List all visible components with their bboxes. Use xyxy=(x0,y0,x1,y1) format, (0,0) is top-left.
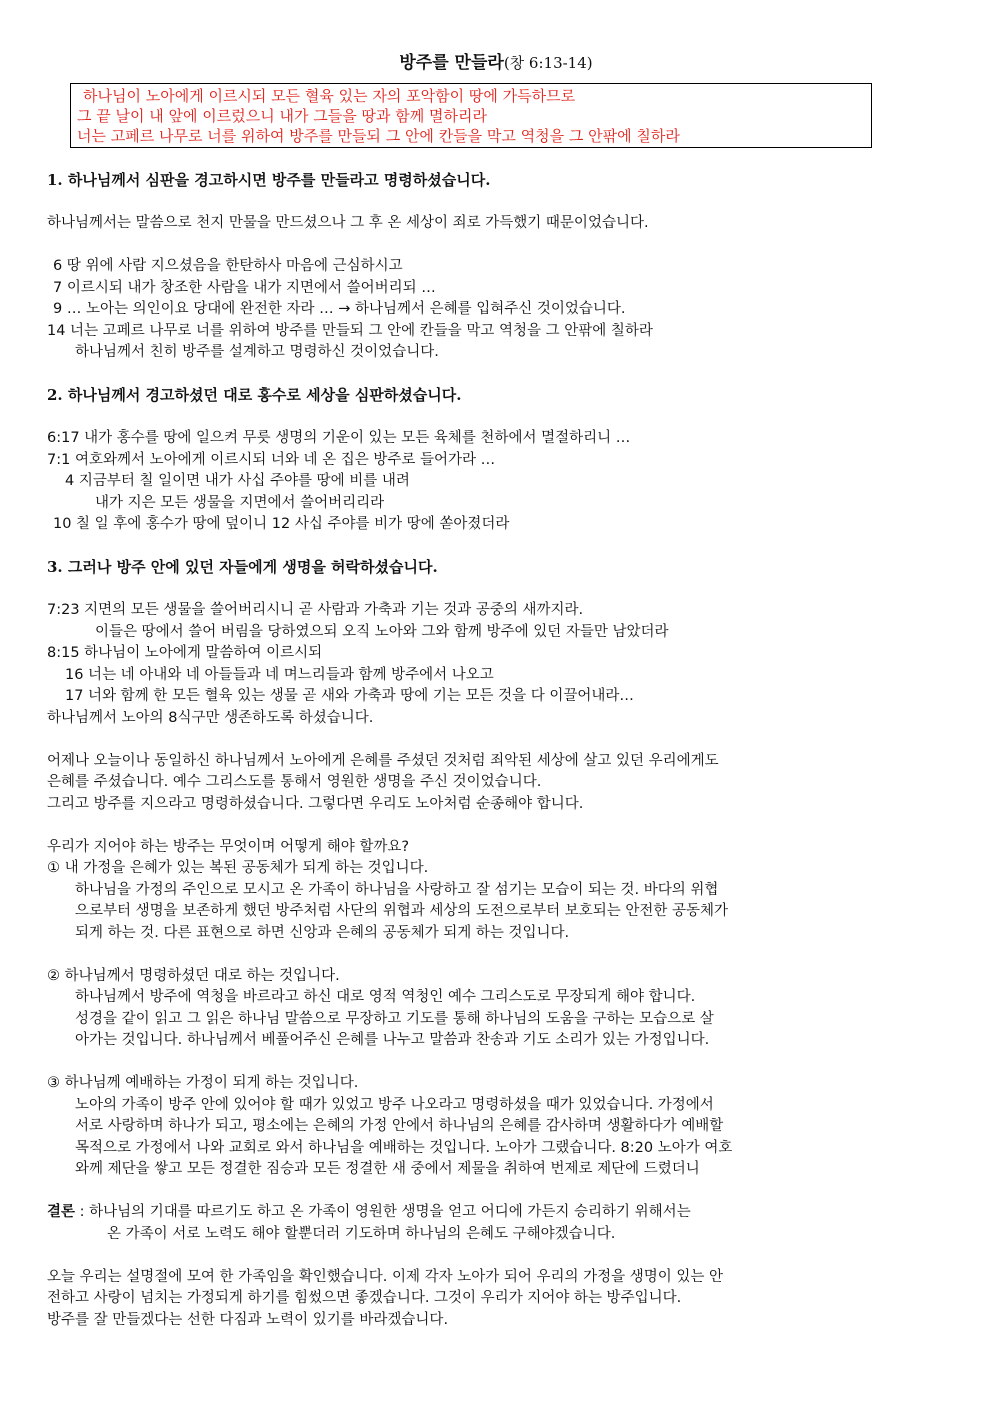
scripture-line: 14 너는 고페르 나무로 너를 위하여 방주를 만들되 그 안에 칸들을 막고 역청을 그 안팎에 칠하라 xyxy=(47,322,653,339)
point-3-text: 노아의 가족이 방주 안에 있어야 할 때가 있었고 방주 나오라고 명령하셨을 때가 있었습니다. 가정에서 xyxy=(75,1096,714,1113)
scripture-line: 16 너는 네 아내와 네 아들들과 네 며느리들과 함께 방주에서 나오고 xyxy=(65,666,494,683)
point-2-text: 아가는 것입니다. 하나님께서 베풀어주신 은혜를 나누고 말씀과 찬송과 기도 소리가 있는 가정입니다. xyxy=(75,1032,710,1048)
point-3-text: 목적으로 가정에서 나와 교회로 와서 하나님을 예배하는 것입니다. 노아가 그랬습니다. 8:20 노아가 여호 xyxy=(75,1139,733,1156)
scripture-line: 4 지금부터 칠 일이면 내가 사십 주야를 땅에 비를 내려 xyxy=(65,473,410,489)
section-2-heading: 2. 하나님께서 경고하셨던 대로 홍수로 세상을 심판하셨습니다. xyxy=(47,386,462,404)
closing-line: 방주를 잘 만들겠다는 선한 다짐과 노력이 있기를 바라겠습니다. xyxy=(47,1311,449,1328)
key-verse-line: 너는 고페르 나무로 너를 위하여 방주를 만들되 그 안에 칸들을 막고 역청을 그 안팎에 칠하라 xyxy=(77,127,680,145)
scripture-line: 이들은 땅에서 쓸어 버림을 당하였으되 오직 노아와 그와 함께 방주에 있던 자들만 남았더라 xyxy=(95,623,669,640)
key-verse-box xyxy=(70,83,872,148)
title-main: 방주를 만들라 xyxy=(399,53,504,73)
commentary-line: 하나님께서 친히 방주를 설계하고 명령하신 것이었습니다. xyxy=(75,344,439,360)
point-3-text: 서로 사랑하며 하나가 되고, 평소에는 은혜의 가정 안에서 하나님의 은혜를 감사하며 생활하다가 예배할 xyxy=(75,1118,724,1134)
document-title xyxy=(0,48,992,73)
point-2-text: 성경을 같이 읽고 그 읽은 하나님 말씀으로 무장하고 기도를 통해 하나님의 도움을 구하는 모습으로 살 xyxy=(75,1010,714,1027)
summary-line: 은혜를 주셨습니다. 예수 그리스도를 통해서 영원한 생명을 주신 것이었습니다. xyxy=(47,774,542,790)
scripture-line: 내가 지은 모든 생물을 지면에서 쓸어버리리라 xyxy=(95,494,385,511)
conclusion-label: 결론 xyxy=(47,1204,76,1220)
point-1-text: 되게 하는 것. 다른 표현으로 하면 신앙과 은혜의 공동체가 되게 하는 것입니다. xyxy=(75,924,570,941)
point-3-text: 와께 제단을 쌓고 모든 정결한 짐승과 모든 정결한 새 중에서 제물을 취하여 번제로 제단에 드렸더니 xyxy=(75,1161,700,1177)
scripture-line: 6 땅 위에 사람 지으셨음을 한탄하사 마음에 근심하시고 xyxy=(53,258,403,274)
point-1-text: 으로부터 생명을 보존하게 했던 방주처럼 사단의 위협과 세상의 도전으로부터 보호되는 안전한 공동체가 xyxy=(75,903,728,919)
question-line: 우리가 지어야 하는 방주는 무엇이며 어떻게 해야 할까요? xyxy=(47,838,410,855)
point-1-heading: ① 내 가정을 은혜가 있는 복된 공동체가 되게 하는 것입니다. xyxy=(47,860,429,876)
key-verse-line: 그 끝 날이 내 앞에 이르렀으니 내가 그들을 땅과 함께 멸하리라 xyxy=(77,107,487,125)
commentary-line: 하나님께서 노아의 8식구만 생존하도록 하셨습니다. xyxy=(47,709,374,726)
point-2-text: 하나님께서 방주에 역청을 바르라고 하신 대로 영적 역청인 예수 그리스도로 무장되게 해야 합니다. xyxy=(75,989,696,1005)
section-3-heading: 3. 그러나 방주 안에 있던 자들에게 생명을 허락하셨습니다. xyxy=(47,558,438,576)
scripture-line: 9 … 노아는 의인이요 당대에 완전한 자라 … → 하나님께서 은혜를 입혀주신 것이었습니다. xyxy=(53,301,626,317)
closing-line: 오늘 우리는 설명절에 모여 한 가족임을 확인했습니다. 이제 각자 노아가 되어 우리의 가정을 생명이 있는 안 xyxy=(47,1268,724,1285)
conclusion-text: 온 가족이 서로 노력도 해야 할뿐더러 기도하며 하나님의 은혜도 구해야겠습니다. xyxy=(107,1225,616,1242)
summary-line: 어제나 오늘이나 동일하신 하나님께서 노아에게 은혜를 주셨던 것처럼 죄악된 세상에 살고 있던 우리에게도 xyxy=(47,752,719,769)
point-2-heading: ② 하나님께서 명령하셨던 대로 하는 것입니다. xyxy=(47,967,340,984)
section-1-heading: 1. 하나님께서 심판을 경고하시면 방주를 만들라고 명령하셨습니다. xyxy=(47,171,491,189)
conclusion-text: : 하나님의 기대를 따르기도 하고 온 가족이 영원한 생명을 얻고 어디에 가든지 승리하기 위해서는 xyxy=(75,1204,691,1220)
key-verse-line: 하나님이 노아에게 이르시되 모든 혈육 있는 자의 포악함이 땅에 가득하므로 xyxy=(83,87,576,105)
sermon-body xyxy=(47,170,947,1331)
point-1-text: 하나님을 가정의 주인으로 모시고 온 가족이 하나님을 사랑하고 잘 섬기는 모습이 되는 것. 바다의 위협 xyxy=(75,881,719,898)
conclusion-line xyxy=(47,1202,947,1224)
point-3-heading: ③ 하나님께 예배하는 가정이 되게 하는 것입니다. xyxy=(47,1075,359,1091)
scripture-line: 7 이르시되 내가 창조한 사람을 내가 지면에서 쓸어버리되 … xyxy=(53,279,436,296)
section-1-intro: 하나님께서는 말씀으로 천지 만물을 만드셨으나 그 후 온 세상이 죄로 가득했기 때문이었습니다. xyxy=(47,215,649,231)
scripture-line: 8:15 하나님이 노아에게 말씀하여 이르시되 xyxy=(47,645,323,661)
closing-line: 전하고 사랑이 넘치는 가정되게 하기를 힘썼으면 좋겠습니다. 그것이 우리가 지어야 하는 방주입니다. xyxy=(47,1290,682,1306)
scripture-line: 10 칠 일 후에 홍수가 땅에 덮이니 12 사십 주야를 비가 땅에 쏟아졌더라 xyxy=(53,516,510,532)
scripture-line: 17 너와 함께 한 모든 혈육 있는 생물 곧 새와 가축과 땅에 기는 모든 것을 다 이끌어내라… xyxy=(65,688,634,704)
scripture-line: 7:23 지면의 모든 생물을 쓸어버리시니 곧 사람과 가축과 기는 것과 공중의 새까지라. xyxy=(47,602,584,618)
scripture-line: 7:1 여호와께서 노아에게 이르시되 너와 네 온 집은 방주로 들어가라 … xyxy=(47,451,496,468)
summary-line: 그리고 방주를 지으라고 명령하셨습니다. 그렇다면 우리도 노아처럼 순종해야 합니다. xyxy=(47,795,584,812)
scripture-line: 6:17 내가 홍수를 땅에 일으켜 무릇 생명의 기운이 있는 모든 육체를 천하에서 멸절하리니 … xyxy=(47,430,631,446)
title-scripture-ref: (창 6:13-14) xyxy=(503,54,593,72)
